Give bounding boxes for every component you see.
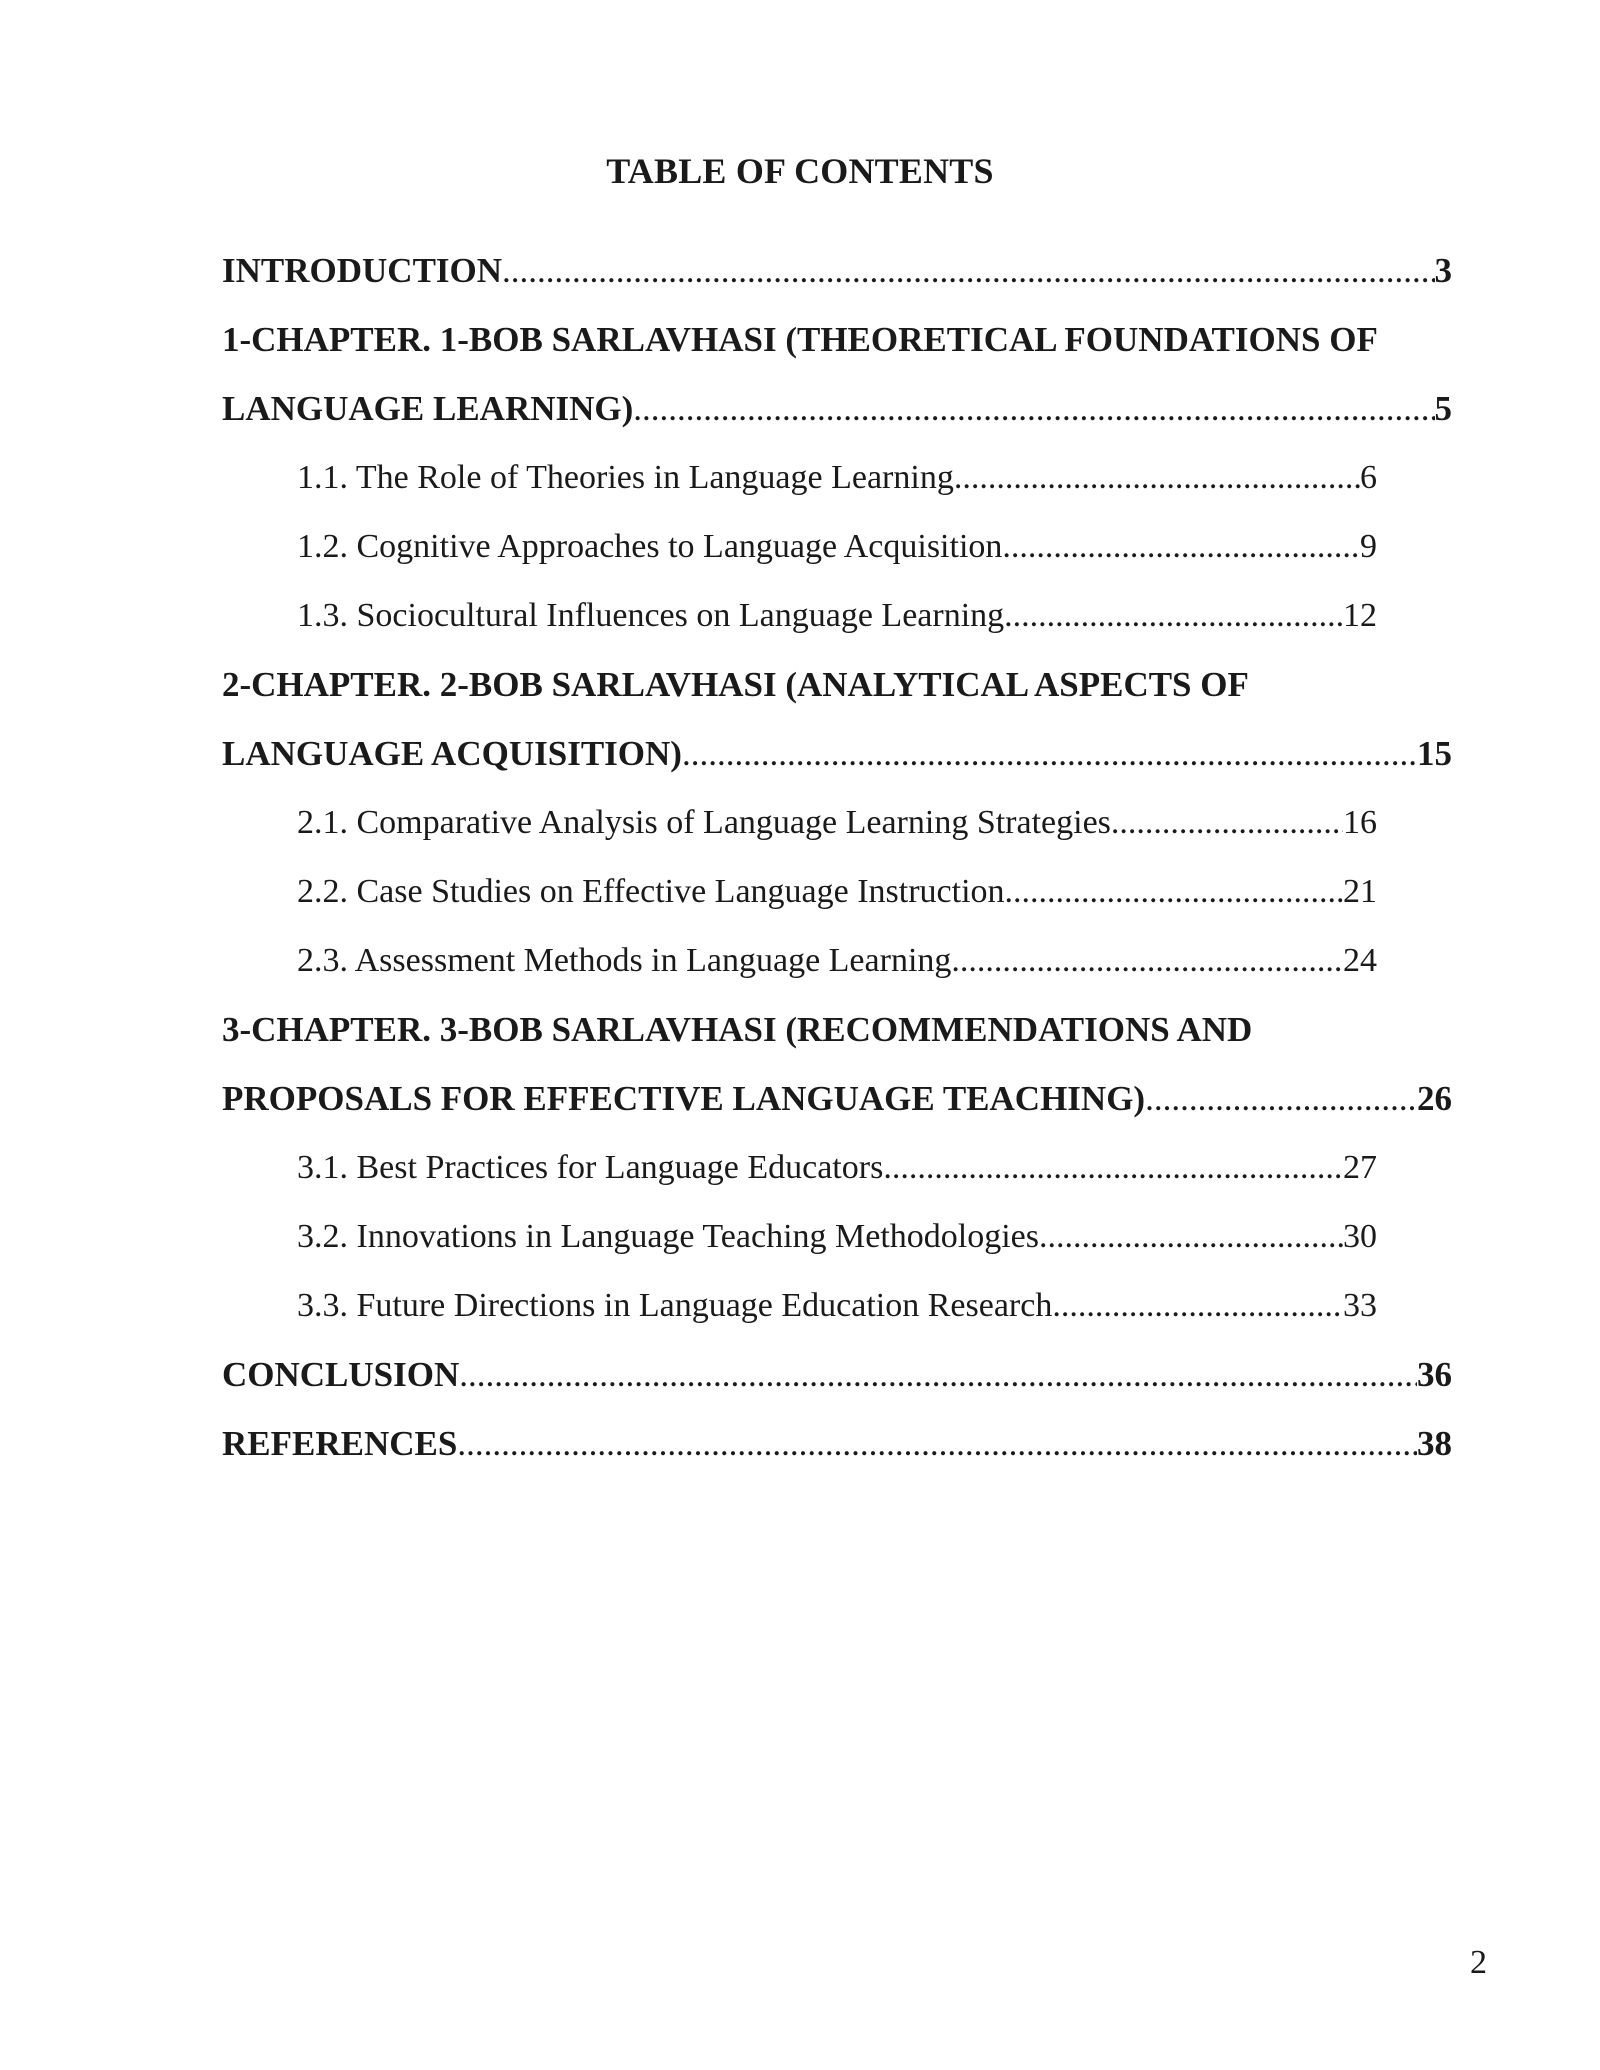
toc-entry-label: 2.2. Case Studies on Effective Language Instruction — [297, 873, 1005, 910]
dot-leader — [459, 1340, 1417, 1409]
dot-leader — [1002, 512, 1360, 581]
toc-entry-introduction[interactable] — [222, 236, 1452, 305]
dot-leader — [951, 926, 1343, 995]
dot-leader — [1111, 788, 1343, 857]
toc-page-number: 16 — [1343, 804, 1377, 841]
toc-entry-3-3[interactable] — [297, 1271, 1377, 1340]
dot-leader — [682, 719, 1417, 788]
toc-entry-label: 1.3. Sociocultural Influences on Language Learning — [297, 597, 1005, 634]
page-number: 2 — [1470, 1944, 1487, 1981]
toc-entry-label: 2.1. Comparative Analysis of Language Learning Strategies — [297, 804, 1111, 841]
toc-entry-chapter-2[interactable] — [222, 719, 1452, 788]
toc-entry-conclusion[interactable] — [222, 1340, 1452, 1409]
toc-entry-3-2[interactable] — [297, 1202, 1377, 1271]
toc-entry-label: PROPOSALS FOR EFFECTIVE LANGUAGE TEACHING) — [222, 1079, 1146, 1118]
toc-entry-2-3[interactable] — [297, 926, 1377, 995]
toc-entry-label: INTRODUCTION — [222, 251, 503, 290]
toc-chapter-2-heading[interactable]: 2-CHAPTER. 2-BOB SARLAVHASI (ANALYTICAL ASPECTS OF — [222, 665, 1249, 704]
toc-page-number: 9 — [1360, 528, 1377, 565]
toc-page-number: 30 — [1343, 1218, 1377, 1255]
toc-entry-chapter-3[interactable] — [222, 1064, 1452, 1133]
toc-page-number: 26 — [1417, 1079, 1452, 1118]
page-title: TABLE OF CONTENTS — [606, 151, 994, 191]
dot-leader — [883, 1133, 1343, 1202]
toc-entry-chapter-1[interactable] — [222, 374, 1452, 443]
toc-entry-2-2[interactable] — [297, 857, 1377, 926]
dot-leader — [1145, 1064, 1417, 1133]
toc-page-number: 27 — [1343, 1149, 1377, 1186]
toc-entry-1-2[interactable] — [297, 512, 1377, 581]
toc-page-number: 38 — [1417, 1424, 1452, 1463]
toc-page-number: 5 — [1434, 389, 1452, 428]
toc-entry-label: 3.1. Best Practices for Language Educators — [297, 1149, 884, 1186]
dot-leader — [633, 374, 1434, 443]
toc-page-number: 21 — [1343, 873, 1377, 910]
toc-entry-1-1[interactable] — [297, 443, 1377, 512]
toc-entry-label: LANGUAGE ACQUISITION) — [222, 734, 682, 773]
toc-page-number: 15 — [1417, 734, 1452, 773]
toc-entry-2-1[interactable] — [297, 788, 1377, 857]
table-of-contents — [222, 236, 1452, 1478]
toc-page-number: 12 — [1343, 597, 1377, 634]
toc-entry-label: CONCLUSION — [222, 1355, 460, 1394]
toc-entry-3-1[interactable] — [297, 1133, 1377, 1202]
dot-leader — [1039, 1202, 1343, 1271]
toc-chapter-1-heading[interactable]: 1-CHAPTER. 1-BOB SARLAVHASI (THEORETICAL FOUNDATIONS OF — [222, 320, 1378, 359]
toc-entry-references[interactable] — [222, 1409, 1452, 1478]
toc-entry-label: 1.2. Cognitive Approaches to Language Acquisition — [297, 528, 1003, 565]
dot-leader — [1004, 581, 1343, 650]
toc-entry-label: 3.3. Future Directions in Language Education Research — [297, 1287, 1053, 1324]
toc-page-number: 6 — [1360, 459, 1377, 496]
dot-leader — [954, 443, 1360, 512]
toc-entry-label: LANGUAGE LEARNING) — [222, 389, 634, 428]
toc-entry-label: 1.1. The Role of Theories in Language Learning — [297, 459, 954, 496]
toc-entry-label: REFERENCES — [222, 1424, 458, 1463]
toc-page-number: 33 — [1343, 1287, 1377, 1324]
toc-page-number: 36 — [1417, 1355, 1452, 1394]
toc-page-number: 3 — [1434, 251, 1452, 290]
toc-entry-1-3[interactable] — [297, 581, 1377, 650]
toc-entry-label: 2.3. Assessment Methods in Language Learning — [297, 942, 952, 979]
toc-entry-label: 3.2. Innovations in Language Teaching Methodologies — [297, 1218, 1040, 1255]
dot-leader — [502, 236, 1434, 305]
dot-leader — [1005, 857, 1343, 926]
dot-leader — [1052, 1271, 1343, 1340]
toc-chapter-3-heading[interactable]: 3-CHAPTER. 3-BOB SARLAVHASI (RECOMMENDATIONS AND — [222, 1010, 1253, 1049]
dot-leader — [457, 1409, 1417, 1478]
toc-page-number: 24 — [1343, 942, 1377, 979]
